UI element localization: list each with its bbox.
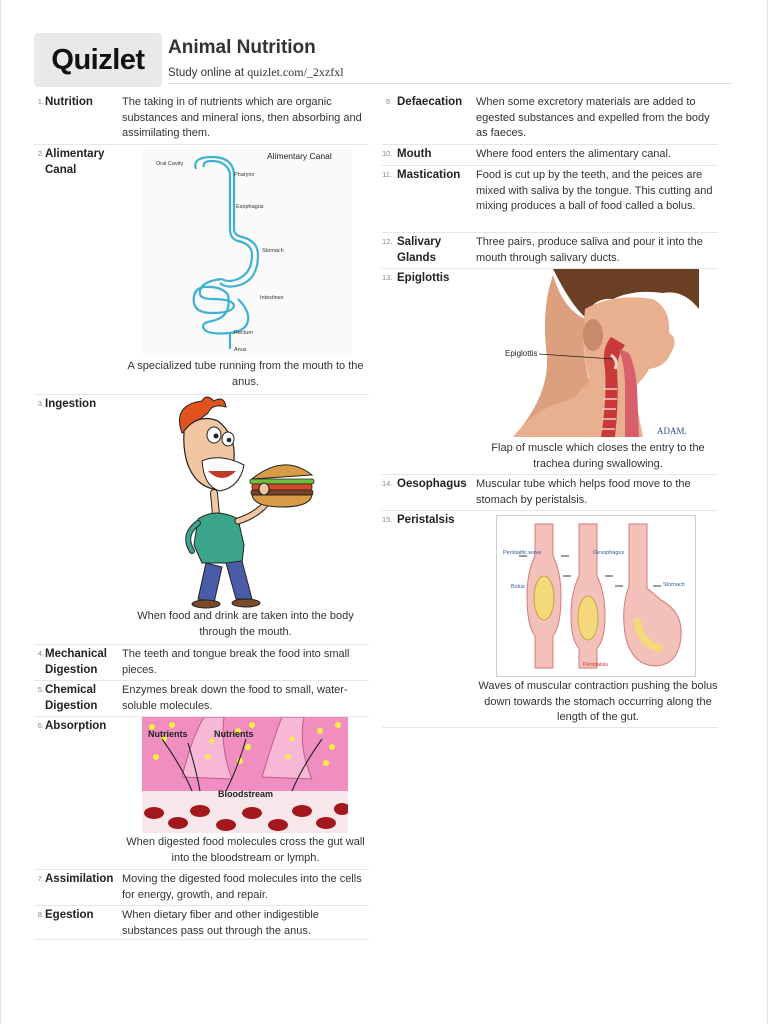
term-row-oesophagus <box>382 475 718 511</box>
term-row-salivary-glands <box>382 233 718 269</box>
term-number: 4. <box>37 649 44 658</box>
diagram-title: Alimentary Canal <box>267 151 332 161</box>
term-label: Assimilation <box>45 873 114 885</box>
term-row-mastication <box>382 166 718 233</box>
term-number: 12. <box>382 237 393 246</box>
term-number: 15. <box>382 515 393 524</box>
term-definition: When food and drink are taken into the body through the mouth. <box>137 610 354 638</box>
term-row-assimilation <box>34 870 369 906</box>
label-nutrients-left: Nutrients <box>148 729 188 739</box>
term-row-peristalsis <box>382 511 718 728</box>
term-number: 8. <box>37 910 44 919</box>
term-label: Egestion <box>45 909 94 921</box>
study-online-line <box>168 65 344 80</box>
label-rectum: Rectum <box>234 330 253 336</box>
term-number: 11. <box>382 170 392 179</box>
term-label: Mechanical Digestion <box>45 648 107 676</box>
term-definition: Three pairs, produce saliva and pour it into the mouth through salivary ducts. <box>476 236 703 264</box>
label-oesophagus: Oesophagus <box>593 550 625 556</box>
term-definition: Muscular tube which helps food move to the stomach by peristalsis. <box>476 478 691 506</box>
term-definition: Flap of muscle which closes the entry to the trachea during swallowing. <box>491 442 705 470</box>
term-definition: Waves of muscular contraction pushing the bolus down towards the stomach occurring along the length of the gut. <box>478 680 718 723</box>
term-row-chemical-digestion <box>34 681 369 717</box>
term-row-defaecation <box>382 93 718 145</box>
term-number: 13. <box>382 273 393 282</box>
term-definition: The taking in of nutrients which are organic substances and mineral ions, then absorbing and assimilating them. <box>122 96 362 139</box>
label-anus: Anus <box>234 347 247 353</box>
term-definition: The teeth and tongue break the food into small pieces. <box>122 648 350 676</box>
burger-icon <box>250 465 314 507</box>
term-row-mouth <box>382 145 718 166</box>
term-definition: When some excretory materials are added to egested substances and expelled from the body as faeces. <box>476 96 710 139</box>
term-definition: Enzymes break down the food to small, water-soluble molecules. <box>122 684 348 712</box>
term-number: 10. <box>382 149 393 158</box>
term-definition: Food is cut up by the teeth, and the peices are mixed with saliva by the tongue. This cutting and mixing produces a ball of food called a bolus. <box>476 169 713 212</box>
term-number: 1. <box>37 97 44 106</box>
term-number: 14. <box>382 479 393 488</box>
term-label: Defaecation <box>397 96 463 108</box>
study-link[interactable]: quizlet.com/_2xzfxl <box>247 65 344 79</box>
label-peristaltic-wave: Peristaltic wave <box>503 550 542 556</box>
term-row-mechanical-digestion <box>34 645 369 681</box>
term-definition: A specialized tube running from the mouth to the anus. <box>127 360 364 388</box>
term-label: Absorption <box>45 720 107 732</box>
epiglottis-illustration <box>493 269 699 437</box>
label-bolus: Bolus <box>511 584 525 590</box>
term-number: 9. <box>385 97 392 106</box>
label-nutrients-right: Nutrients <box>214 729 254 739</box>
term-label: Mouth <box>397 148 432 160</box>
term-label: Ingestion <box>45 398 97 410</box>
term-row-ingestion <box>34 395 369 645</box>
term-number: 6. <box>37 721 44 730</box>
term-row-alimentary-canal <box>34 145 369 395</box>
term-number: 3. <box>37 399 44 408</box>
term-label: Epiglottis <box>397 272 450 284</box>
term-label: Alimentary Canal <box>45 148 105 176</box>
term-definition: When dietary fiber and other indigestible substances pass out through the anus. <box>122 909 319 937</box>
term-row-epiglottis <box>382 269 718 475</box>
label-peristalsis: Peristalsis <box>583 662 609 668</box>
label-pharynx: Pharynx <box>234 172 255 178</box>
absorption-illustration <box>142 717 348 833</box>
term-definition: When digested food molecules cross the gut wall into the bloodstream or lymph. <box>126 836 365 864</box>
term-label: Oesophagus <box>397 478 467 490</box>
peristalsis-diagram <box>496 515 696 677</box>
term-number: 2. <box>37 149 44 158</box>
man-eating-burger-illustration <box>162 395 332 610</box>
label-oral-cavity: Oral Cavity <box>156 161 184 167</box>
label-stomach: Stomach <box>262 248 284 254</box>
term-row-nutrition <box>34 93 369 145</box>
label-intestines: Intestines <box>260 295 284 301</box>
logo-text: Quizlet <box>51 43 145 76</box>
page-title: Animal Nutrition <box>168 37 316 58</box>
term-definition: Moving the digested food molecules into the cells for energy, growth, and repair. <box>122 873 362 901</box>
term-label: Chemical Digestion <box>45 684 98 712</box>
header-divider <box>168 83 732 84</box>
quizlet-logo[interactable] <box>34 33 162 87</box>
term-row-absorption <box>34 717 369 870</box>
term-number: 7. <box>37 874 44 883</box>
term-label: Peristalsis <box>397 514 455 526</box>
term-label: Nutrition <box>45 96 93 108</box>
term-row-egestion <box>34 906 369 940</box>
term-label: Mastication <box>397 169 461 181</box>
label-stomach: Stomach <box>663 582 685 588</box>
label-epiglottis: Epiglottis <box>505 349 538 358</box>
study-prefix: Study online at <box>168 67 248 79</box>
label-bloodstream: Bloodstream <box>218 789 274 799</box>
term-label: Salivary Glands <box>397 236 442 264</box>
term-definition: Where food enters the alimentary canal. <box>476 148 672 160</box>
adam-logo: ADAM. <box>657 426 687 436</box>
term-number: 5. <box>37 685 44 694</box>
label-esophagus: Esophagus <box>236 204 264 210</box>
alimentary-canal-diagram <box>142 149 352 355</box>
